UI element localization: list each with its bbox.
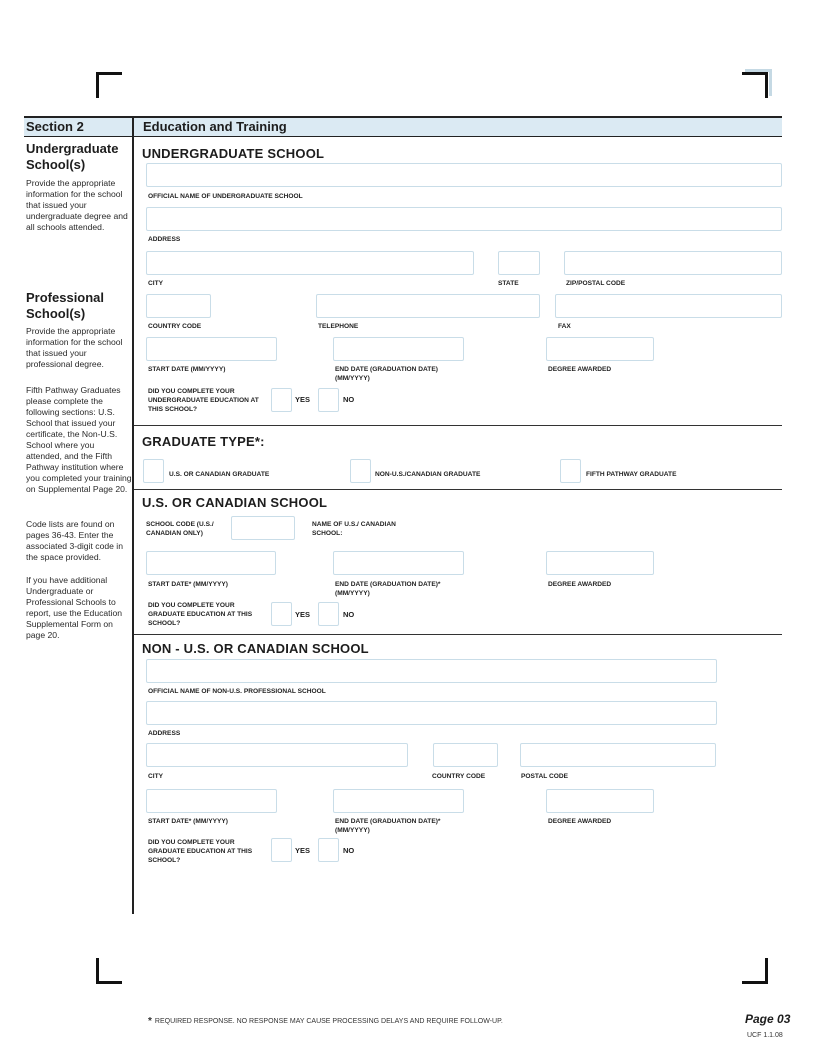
us-complete-yes-checkbox[interactable] — [271, 602, 292, 626]
sidebar-code-lists-text: Code lists are found on pages 36-43. Enter the associated 3-digit code in the space provided. — [26, 519, 123, 562]
undergrad-heading: UNDERGRADUATE SCHOOL — [142, 146, 325, 161]
us-school-code-field[interactable] — [231, 516, 295, 540]
page-number: Page 03 — [745, 1012, 791, 1026]
sidebar-fifth-pathway-text: Fifth Pathway Graduates please complete the following sections: U.S. School that issued your certificate, the Non-U.S. School where you attended, and the Fifth Pathway institution where you completed your training on Supplemental Page 20. — [26, 385, 132, 494]
divider-us-school — [134, 489, 782, 490]
undergrad-telephone-field[interactable] — [316, 294, 540, 318]
us-end-date-field[interactable] — [333, 551, 464, 575]
non-us-official-name-label: OFFICIAL NAME OF NON-U.S. PROFESSIONAL SCHOOL — [148, 688, 326, 695]
non-us-yes-label: YES — [295, 846, 311, 855]
section-title: Education and Training — [143, 119, 287, 134]
us-complete-question: DID YOU COMPLETE YOUR GRADUATE EDUCATION AT THIS SCHOOL? — [148, 602, 253, 627]
grad-type-us-label: U.S. OR CANADIAN GRADUATE — [169, 471, 270, 478]
undergrad-yes-label: YES — [295, 395, 311, 404]
us-degree-field[interactable] — [546, 551, 654, 575]
undergrad-no-label: NO — [343, 395, 355, 404]
non-us-degree-label: DEGREE AWARDED — [548, 818, 612, 825]
non-us-city-label: CITY — [148, 773, 164, 780]
non-us-postal-code-field[interactable] — [520, 743, 716, 767]
undergrad-address-field[interactable] — [146, 207, 782, 231]
grad-type-non-us-checkbox[interactable] — [350, 459, 371, 483]
section-header-bar — [24, 116, 782, 137]
us-complete-no-checkbox[interactable] — [318, 602, 339, 626]
sidebar-divider — [132, 116, 134, 914]
us-no-label: NO — [343, 610, 355, 619]
undergrad-complete-no-checkbox[interactable] — [318, 388, 339, 412]
undergrad-degree-label: DEGREE AWARDED — [548, 366, 612, 373]
sidebar-prof-text: Provide the appropriate information for the school that issued your professional degree. — [26, 326, 123, 369]
non-us-no-label: NO — [343, 846, 355, 855]
non-us-country-code-field[interactable] — [433, 743, 498, 767]
sidebar-undergrad-heading: Undergraduate School(s) — [26, 141, 119, 172]
non-us-complete-question: DID YOU COMPLETE YOUR GRADUATE EDUCATION AT THIS SCHOOL? — [148, 839, 253, 864]
non-us-school-heading: NON - U.S. OR CANADIAN SCHOOL — [142, 641, 369, 656]
non-us-city-field[interactable] — [146, 743, 408, 767]
undergrad-zip-label: ZIP/POSTAL CODE — [566, 280, 626, 287]
undergrad-state-field[interactable] — [498, 251, 540, 275]
undergrad-degree-field[interactable] — [546, 337, 654, 361]
corner-mark-bottom-left — [96, 958, 122, 984]
required-response-note — [148, 1016, 503, 1027]
non-us-complete-no-checkbox[interactable] — [318, 838, 339, 862]
non-us-complete-yes-checkbox[interactable] — [271, 838, 292, 862]
grad-type-us-checkbox[interactable] — [143, 459, 164, 483]
non-us-degree-field[interactable] — [546, 789, 654, 813]
sidebar-prof-heading: Professional School(s) — [26, 290, 105, 321]
undergrad-start-date-label: START DATE (MM/YYYY) — [148, 366, 226, 373]
graduate-type-heading: GRADUATE TYPE*: — [142, 434, 265, 449]
non-us-end-date-label: END DATE (GRADUATION DATE)* (MM/YYYY) — [335, 818, 441, 834]
us-start-date-field[interactable] — [146, 551, 276, 575]
non-us-official-name-field[interactable] — [146, 659, 717, 683]
us-degree-label: DEGREE AWARDED — [548, 581, 612, 588]
undergrad-start-date-field[interactable] — [146, 337, 277, 361]
corner-mark-top-left — [96, 72, 122, 98]
undergrad-official-name-field[interactable] — [146, 163, 782, 187]
undergrad-end-date-field[interactable] — [333, 337, 464, 361]
undergrad-complete-question: DID YOU COMPLETE YOUR UNDERGRADUATE EDUCATION AT THIS SCHOOL? — [148, 388, 259, 413]
non-us-end-date-field[interactable] — [333, 789, 464, 813]
undergrad-address-label: ADDRESS — [148, 236, 181, 243]
non-us-country-code-label: COUNTRY CODE — [432, 773, 486, 780]
us-end-date-label: END DATE (GRADUATION DATE)* (MM/YYYY) — [335, 581, 441, 597]
undergrad-fax-label: FAX — [558, 323, 571, 330]
non-us-postal-code-label: POSTAL CODE — [521, 773, 569, 780]
us-yes-label: YES — [295, 610, 311, 619]
undergrad-official-name-label: OFFICIAL NAME OF UNDERGRADUATE SCHOOL — [148, 193, 303, 200]
non-us-address-label: ADDRESS — [148, 730, 181, 737]
us-school-code-label: SCHOOL CODE (U.S./ CANADIAN ONLY) — [146, 521, 214, 537]
non-us-start-date-label: START DATE* (MM/YYYY) — [148, 818, 228, 825]
undergrad-country-code-field[interactable] — [146, 294, 211, 318]
undergrad-country-code-label: COUNTRY CODE — [148, 323, 202, 330]
corner-mark-bottom-right — [742, 958, 768, 984]
undergrad-city-label: CITY — [148, 280, 164, 287]
undergrad-city-field[interactable] — [146, 251, 474, 275]
grad-type-fifth-label: FIFTH PATHWAY GRADUATE — [586, 471, 677, 478]
grad-type-non-us-label: NON-U.S./CANADIAN GRADUATE — [375, 471, 481, 478]
required-star: * — [148, 1016, 152, 1027]
grad-type-fifth-checkbox[interactable] — [560, 459, 581, 483]
non-us-address-field[interactable] — [146, 701, 717, 725]
us-start-date-label: START DATE* (MM/YYYY) — [148, 581, 228, 588]
us-school-name-label: NAME OF U.S./ CANADIAN SCHOOL: — [312, 521, 396, 537]
divider-non-us-school — [134, 634, 782, 635]
corner-mark-top-right — [742, 72, 768, 98]
undergrad-fax-field[interactable] — [555, 294, 782, 318]
divider-graduate-type — [134, 425, 782, 426]
sidebar-undergrad-text: Provide the appropriate information for the school that issued your undergraduate degree and all schools attended. — [26, 178, 128, 232]
non-us-start-date-field[interactable] — [146, 789, 277, 813]
required-response-text: REQUIRED RESPONSE. NO RESPONSE MAY CAUSE PROCESSING DELAYS AND REQUIRE FOLLOW-UP. — [154, 1018, 503, 1025]
form-version: UCF 1.1.08 — [747, 1032, 783, 1039]
undergrad-end-date-label: END DATE (GRADUATION DATE) (MM/YYYY) — [335, 366, 438, 382]
us-school-heading: U.S. OR CANADIAN SCHOOL — [142, 495, 328, 510]
undergrad-complete-yes-checkbox[interactable] — [271, 388, 292, 412]
undergrad-zip-field[interactable] — [564, 251, 782, 275]
section-number: Section 2 — [26, 119, 84, 134]
undergrad-state-label: STATE — [498, 280, 519, 287]
undergrad-telephone-label: TELEPHONE — [318, 323, 359, 330]
sidebar-additional-text: If you have additional Undergraduate or Professional Schools to report, use the Education Supplemental Form on page 20. — [26, 575, 123, 640]
